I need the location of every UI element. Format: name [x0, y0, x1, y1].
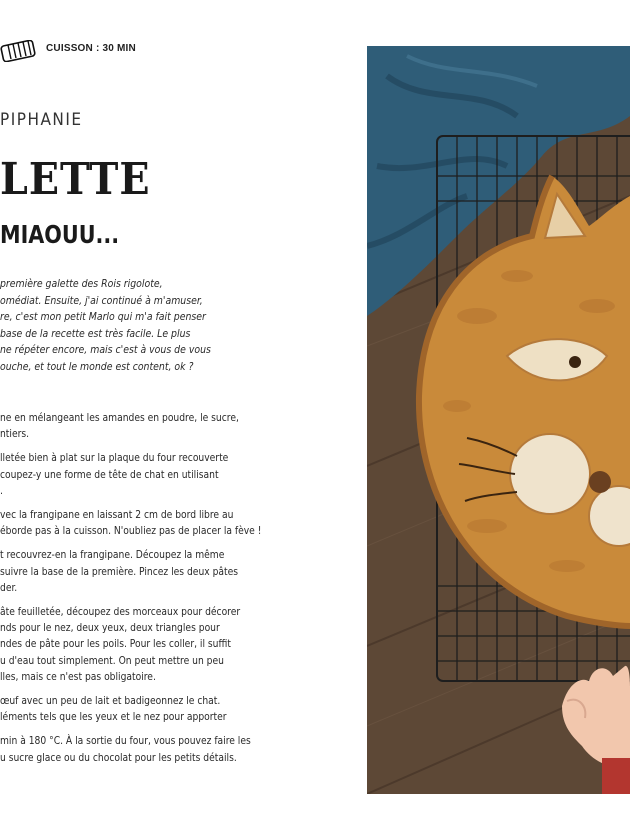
step-line: léments tels que les yeux et le nez pour apporter: [0, 712, 227, 724]
step-line: œuf avec un peu de lait et badigeonnez le chat.: [0, 696, 221, 708]
step-line: suivre la base de la première. Pincez les deux pâtes: [0, 566, 239, 578]
step-line: u sucre glace ou du chocolat pour les petits détails.: [0, 752, 237, 764]
step-line: u d'eau tout simplement. On peut mettre un peu: [0, 655, 224, 667]
step-2: [0, 451, 250, 500]
step-7: [0, 734, 250, 766]
step-line: lles, mais ce n'est pas obligatoire.: [0, 671, 156, 683]
grill-timer-icon: [0, 40, 36, 62]
intro-line: base de la recette est très facile. Le plus: [0, 327, 191, 340]
step-line: coupez-y une forme de tête de chat en utilisant: [0, 469, 219, 481]
step-3: [0, 508, 262, 540]
recipe-subtitle: MIAOUU...: [0, 220, 120, 249]
step-line: .: [0, 485, 3, 497]
recipe-steps: [0, 411, 262, 775]
step-line: ndes de pâte pour les poils. Pour les coller, il suffit: [0, 639, 231, 651]
photo-illustration: [367, 46, 630, 794]
section-title: PIPHANIE: [0, 110, 83, 130]
intro-line: re, c'est mon petit Marlo qui m'a fait penser: [0, 311, 206, 324]
step-line: âte feuilletée, découpez des morceaux pour décorer: [0, 607, 241, 619]
step-line: min à 180 °C. À la sortie du four, vous pouvez faire les: [0, 736, 251, 748]
step-1: [0, 411, 250, 443]
step-line: der.: [0, 582, 18, 594]
step-5: [0, 605, 250, 686]
step-line: t recouvrez-en la frangipane. Découpez la même: [0, 550, 225, 562]
intro-line: première galette des Rois rigolote,: [0, 278, 163, 290]
step-line: nds pour le nez, deux yeux, deux triangles pour: [0, 623, 220, 635]
intro-line: omédiat. Ensuite, j'ai continué à m'amuser,: [0, 294, 203, 307]
recipe-title: LETTE: [0, 154, 151, 205]
cat-galette-photo: [367, 46, 630, 794]
step-line: lletée bien à plat sur la plaque du four recouverte: [0, 453, 229, 465]
intro-line: ouche, et tout le monde est content, ok ?: [0, 360, 194, 373]
intro-line: ne répéter encore, mais c'est à vous de vous: [0, 344, 211, 357]
step-line: ne en mélangeant les amandes en poudre, le sucre,: [0, 413, 239, 424]
cook-time-label: CUISSON : 30 MIN: [46, 43, 136, 54]
step-4: [0, 548, 250, 597]
step-line: éborde pas à la cuisson. N'oubliez pas de placer la fève !: [0, 526, 262, 538]
step-6: [0, 694, 250, 726]
intro-paragraph: [0, 276, 240, 376]
step-line: vec la frangipane en laissant 2 cm de bord libre au: [0, 510, 234, 522]
step-line: ntiers.: [0, 429, 30, 441]
